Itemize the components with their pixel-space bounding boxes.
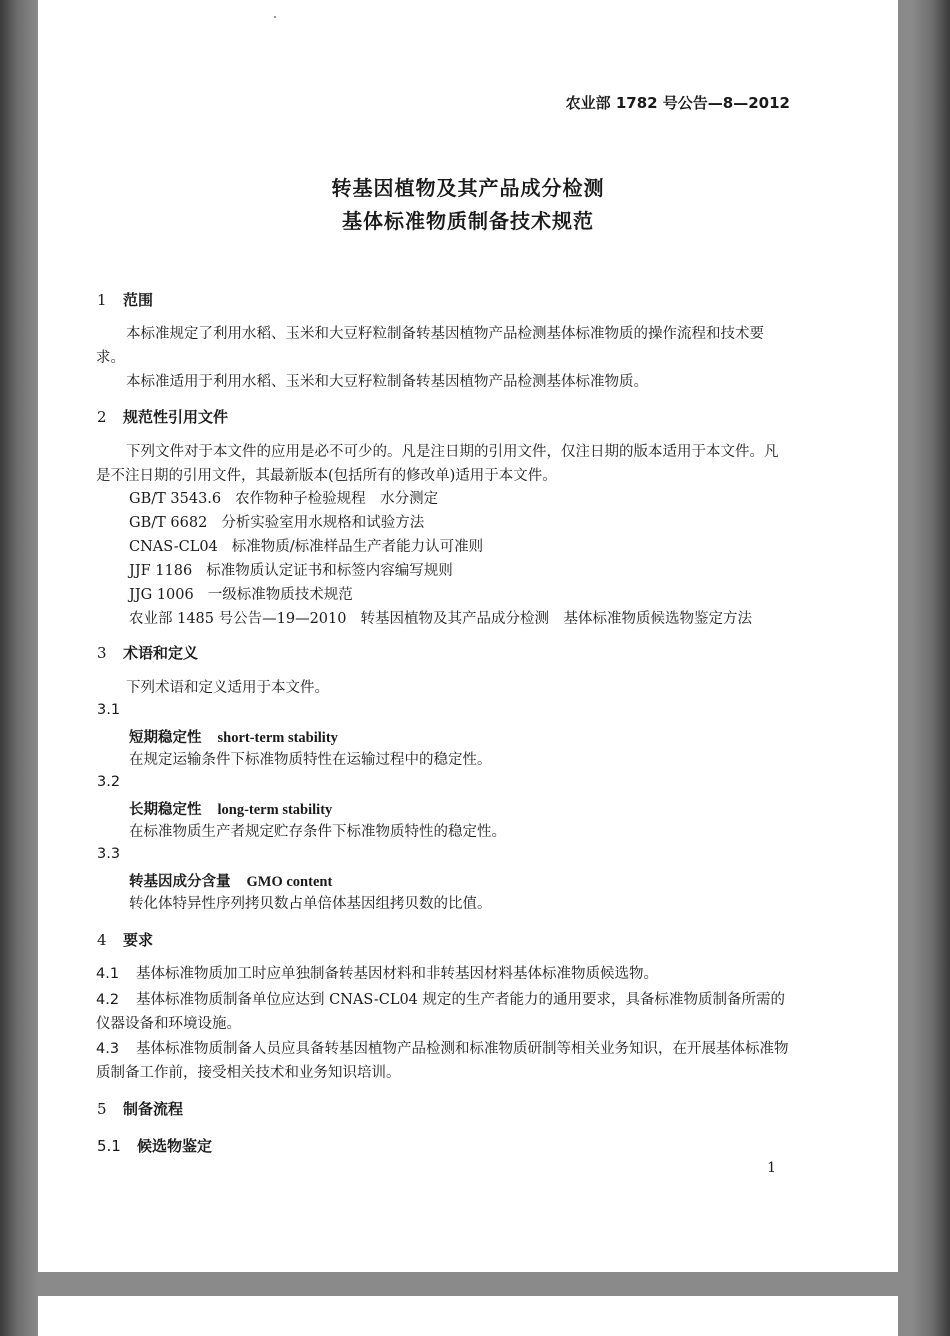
requirement-text: 基体标准物质制备人员应具备转基因植物产品检测和标准物质研制等相关业务知识，在开展基体标准物质制备工作前，接受相关技术和业务知识培训。 bbox=[96, 1041, 789, 1081]
term-zh: 长期稳定性 bbox=[129, 801, 202, 818]
scan-artifact bbox=[274, 16, 276, 18]
term-definition: 在标准物质生产者规定贮存条件下标准物质特性的稳定性。 bbox=[129, 824, 506, 840]
section-3-heading bbox=[97, 642, 198, 663]
section-title: 范围 bbox=[123, 291, 154, 309]
section-1-paragraph-1: 本标准规定了利用水稻、玉米和大豆籽粒制备转基因植物产品检测基体标准物质的操作流程和技术要求。 bbox=[96, 326, 764, 366]
reference-item bbox=[129, 607, 752, 631]
term-number: 3.3 bbox=[97, 846, 121, 862]
title-line-1: 转基因植物及其产品成分检测 bbox=[331, 176, 605, 200]
reference-code: CNAS-CL04 bbox=[129, 539, 218, 555]
reference-code: JJG 1006 bbox=[129, 587, 194, 603]
requirement-item bbox=[96, 962, 791, 986]
reference-code: GB/T 6682 bbox=[129, 515, 208, 531]
term-en: GMO content bbox=[246, 874, 333, 890]
term-en: short-term stability bbox=[217, 730, 338, 746]
reference-item bbox=[129, 583, 353, 607]
document-page bbox=[38, 0, 898, 1272]
requirement-text: 基体标准物质加工时应单独制备转基因材料和非转基因材料基体标准物质候选物。 bbox=[136, 966, 658, 982]
subsection-5-1-heading bbox=[97, 1135, 212, 1156]
term-definition: 转化体特异性序列拷贝数占单倍体基因组拷贝数的比值。 bbox=[129, 896, 492, 912]
subsection-number: 5.1 bbox=[97, 1137, 121, 1155]
reference-title: 农作物种子检验规程 水分测定 bbox=[235, 491, 439, 507]
title-line-2: 基体标准物质制备技术规范 bbox=[342, 209, 594, 233]
section-number: 1 bbox=[97, 291, 107, 309]
term-heading bbox=[129, 726, 338, 747]
reference-item bbox=[129, 535, 483, 559]
reference-title: 一级标准物质技术规范 bbox=[207, 587, 353, 603]
reference-title: 转基因植物及其产品成分检测 基体标准物质候选物鉴定方法 bbox=[360, 611, 752, 627]
standard-code: 农业部 1782 号公告—8—2012 bbox=[565, 94, 790, 112]
reference-item bbox=[129, 559, 453, 583]
section-2-intro: 下列文件对于本文件的应用是必不可少的。凡是注日期的引用文件，仅注日期的版本适用于本文件。凡是不注日期的引用文件，其最新版本(包括所有的修改单)适用于本文件。 bbox=[96, 444, 779, 484]
requirement-number: 4.2 bbox=[96, 992, 120, 1008]
term-en: long-term stability bbox=[217, 802, 333, 818]
section-title: 制备流程 bbox=[123, 1100, 184, 1118]
section-number: 3 bbox=[97, 644, 107, 662]
section-1-heading bbox=[97, 289, 153, 310]
term-number: 3.2 bbox=[97, 774, 121, 790]
requirement-text: 基体标准物质制备单位应达到 CNAS-CL04 规定的生产者能力的通用要求，具备标准物质制备所需的仪器设备和环境设施。 bbox=[96, 992, 786, 1032]
page-number: 1 bbox=[767, 1160, 776, 1176]
section-5-heading bbox=[97, 1098, 183, 1119]
section-title: 要求 bbox=[123, 931, 154, 949]
requirement-number: 4.1 bbox=[96, 966, 120, 982]
section-4-heading bbox=[97, 929, 153, 950]
next-page-edge bbox=[38, 1296, 898, 1336]
reference-title: 标准物质认定证书和标签内容编写规则 bbox=[206, 563, 453, 579]
term-number: 3.1 bbox=[97, 702, 121, 718]
requirement-item bbox=[96, 988, 791, 1036]
requirement-number: 4.3 bbox=[96, 1041, 120, 1057]
term-zh: 转基因成分含量 bbox=[129, 873, 231, 890]
reference-code: 农业部 1485 号公告—19—2010 bbox=[129, 611, 347, 627]
term-heading bbox=[129, 870, 332, 891]
requirement-item bbox=[96, 1037, 791, 1085]
term-zh: 短期稳定性 bbox=[129, 729, 202, 746]
reference-title: 分析实验室用水规格和试验方法 bbox=[221, 515, 425, 531]
term-heading bbox=[129, 798, 332, 819]
section-3-intro: 下列术语和定义适用于本文件。 bbox=[126, 680, 329, 696]
reference-code: JJF 1186 bbox=[129, 563, 193, 579]
reference-title: 标准物质/标准样品生产者能力认可准则 bbox=[231, 539, 484, 555]
subsection-title: 候选物鉴定 bbox=[137, 1137, 213, 1155]
section-title: 规范性引用文件 bbox=[123, 408, 229, 426]
reference-code: GB/T 3543.6 bbox=[129, 491, 222, 507]
section-1-paragraph-2: 本标准适用于利用水稻、玉米和大豆籽粒制备转基因植物产品检测基体标准物质。 bbox=[126, 374, 648, 390]
section-number: 4 bbox=[97, 931, 107, 949]
term-definition: 在规定运输条件下标准物质特性在运输过程中的稳定性。 bbox=[129, 752, 492, 768]
section-2-heading bbox=[97, 406, 228, 427]
reference-item bbox=[129, 487, 438, 511]
section-title: 术语和定义 bbox=[123, 644, 199, 662]
reference-item bbox=[129, 511, 424, 535]
section-number: 5 bbox=[97, 1100, 107, 1118]
section-number: 2 bbox=[97, 408, 107, 426]
